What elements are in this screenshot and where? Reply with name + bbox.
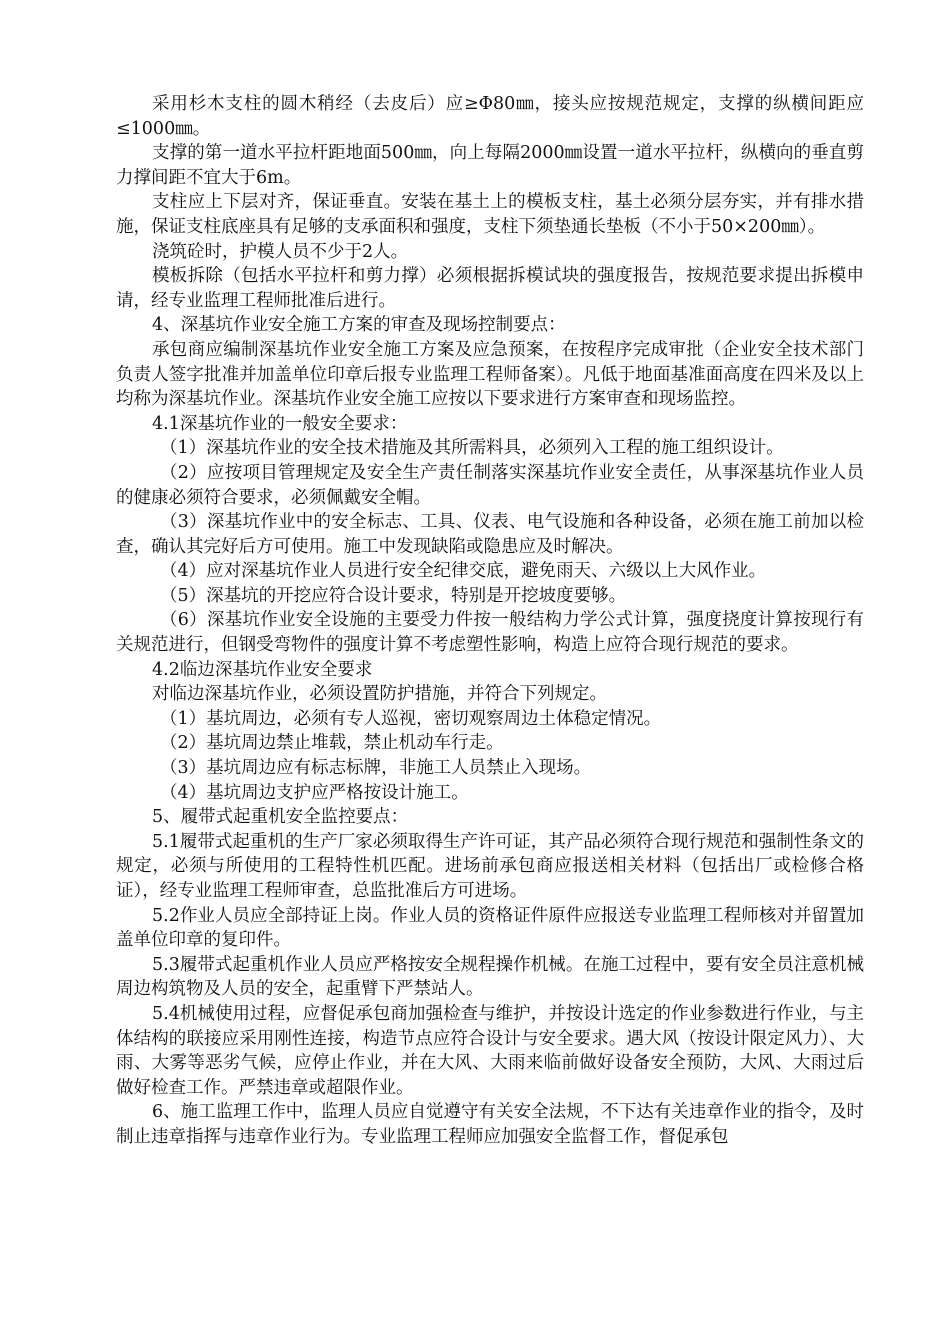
paragraph: 采用杉木支柱的圆木稍经（去皮后）应≥Φ80㎜，接头应按规范规定，支撑的纵横间距应≤1000㎜。 xyxy=(116,94,864,139)
list-item: （1）基坑周边，必须有专人巡视，密切观察周边土体稳定情况。 xyxy=(160,708,662,729)
paragraph: 5.2作业人员应全部持证上岗。作业人员的资格证件原件应报送专业监理工程师核对并留置加盖单位印章的复印件。 xyxy=(116,905,864,951)
section-heading: 4、深基坑作业安全施工方案的审查及现场控制要点： xyxy=(152,315,566,336)
paragraph: 模板拆除（包括水平拉杆和剪力撑）必须根据拆模试块的强度报告，按规范要求提出拆模申请，经专业监理工程师批准后进行。 xyxy=(116,266,864,311)
list-item: （3）深基坑作业中的安全标志、工具、仪表、电气设施和各种设备，必须在施工前加以检查，确认其完好后方可使用。施工中发现缺陷或隐患应及时解决。 xyxy=(116,512,864,557)
list-item: （5）深基坑的开挖应符合设计要求，特别是开挖坡度要够。 xyxy=(160,585,627,606)
list-item: （3）基坑周边应有标志标牌，非施工人员禁止入现场。 xyxy=(160,758,592,779)
paragraph: 5.4机械使用过程，应督促承包商加强检查与维护，并按设计选定的作业参数进行作业，与主体结构的联接应采用刚性连接，构造节点应符合设计与安全要求。遇大风（按设计限定风力）、大雨、大雾等恶劣气候，应停止作业，并在大风、大雨来临前做好设备安全预防，大风、大雨过后做好检查工作。严禁违章或超限作业。 xyxy=(116,1003,864,1098)
paragraph: 支撑的第一道水平拉杆距地面500㎜，向上每隔2000㎜设置一道水平拉杆，纵横向的垂直剪力撑间距不宜大于6m。 xyxy=(116,143,864,188)
paragraph: 5.3履带式起重机作业人员应严格按安全规程操作机械。在施工过程中，要有安全员注意机械周边构筑物及人员的安全，起重臂下严禁站人。 xyxy=(116,954,864,1000)
list-item: （6）深基坑作业安全设施的主要受力件按一般结构力学公式计算，强度挠度计算按现行有关规范进行，但钢受弯物件的强度计算不考虑塑性影响，构造上应符合现行规范的要求。 xyxy=(116,610,864,656)
paragraph: 浇筑砼时，护模人员不少于2人。 xyxy=(152,241,409,262)
section-heading: 5、履带式起重机安全监控要点： xyxy=(152,807,409,828)
subsection-heading: 4.1深基坑作业的一般安全要求： xyxy=(152,413,408,434)
list-item: （4）应对深基坑作业人员进行安全纪律交底，避免雨天、六级以上大风作业。 xyxy=(160,561,767,582)
section-heading: 6、施工监理工作中，监理人员应自觉遵守有关安全法规，不下达有关违章作业的指令，及时制止违章指挥与违章作业行为。专业监理工程师应加强安全监督工作，督促承包 xyxy=(116,1102,864,1147)
list-item: （4）基坑周边支护应严格按设计施工。 xyxy=(160,782,469,803)
paragraph: 对临边深基坑作业，必须设置防护措施，并符合下列规定。 xyxy=(152,684,607,705)
subsection-heading: 4.2临边深基坑作业安全要求 xyxy=(152,659,373,680)
list-item: （2）应按项目管理规定及安全生产责任制落实深基坑作业安全责任，从事深基坑作业人员的健康必须符合要求，必须佩戴安全帽。 xyxy=(116,462,864,508)
paragraph: 支柱应上下层对齐，保证垂直。安装在基土上的模板支柱，基土必须分层夯实，并有排水措施，保证支柱底座具有足够的支承面积和强度，支柱下须垫通长垫板（不小于50×200㎜）。 xyxy=(116,192,864,237)
document-body xyxy=(116,92,864,1150)
paragraph: 承包商应编制深基坑作业安全施工方案及应急预案，在按程序完成审批（企业安全技术部门负责人签字批准并加盖单位印章后报专业监理工程师备案）。凡低于地面基准面高度在四米及以上均称为深基坑作业。深基坑作业安全施工应按以下要求进行方案审查和现场监控。 xyxy=(116,339,864,410)
list-item: （1）深基坑作业的安全技术措施及其所需料具，必须列入工程的施工组织设计。 xyxy=(160,438,784,459)
list-item: （2）基坑周边禁止堆载，禁止机动车行走。 xyxy=(160,733,504,754)
paragraph: 5.1履带式起重机的生产厂家必须取得生产许可证，其产品必须符合现行规范和强制性条文的规定，必须与所使用的工程特性机匹配。进场前承包商应报送相关材料（包括出厂或检修合格证），经专业监理工程师审查，总监批准后方可进场。 xyxy=(116,831,864,901)
